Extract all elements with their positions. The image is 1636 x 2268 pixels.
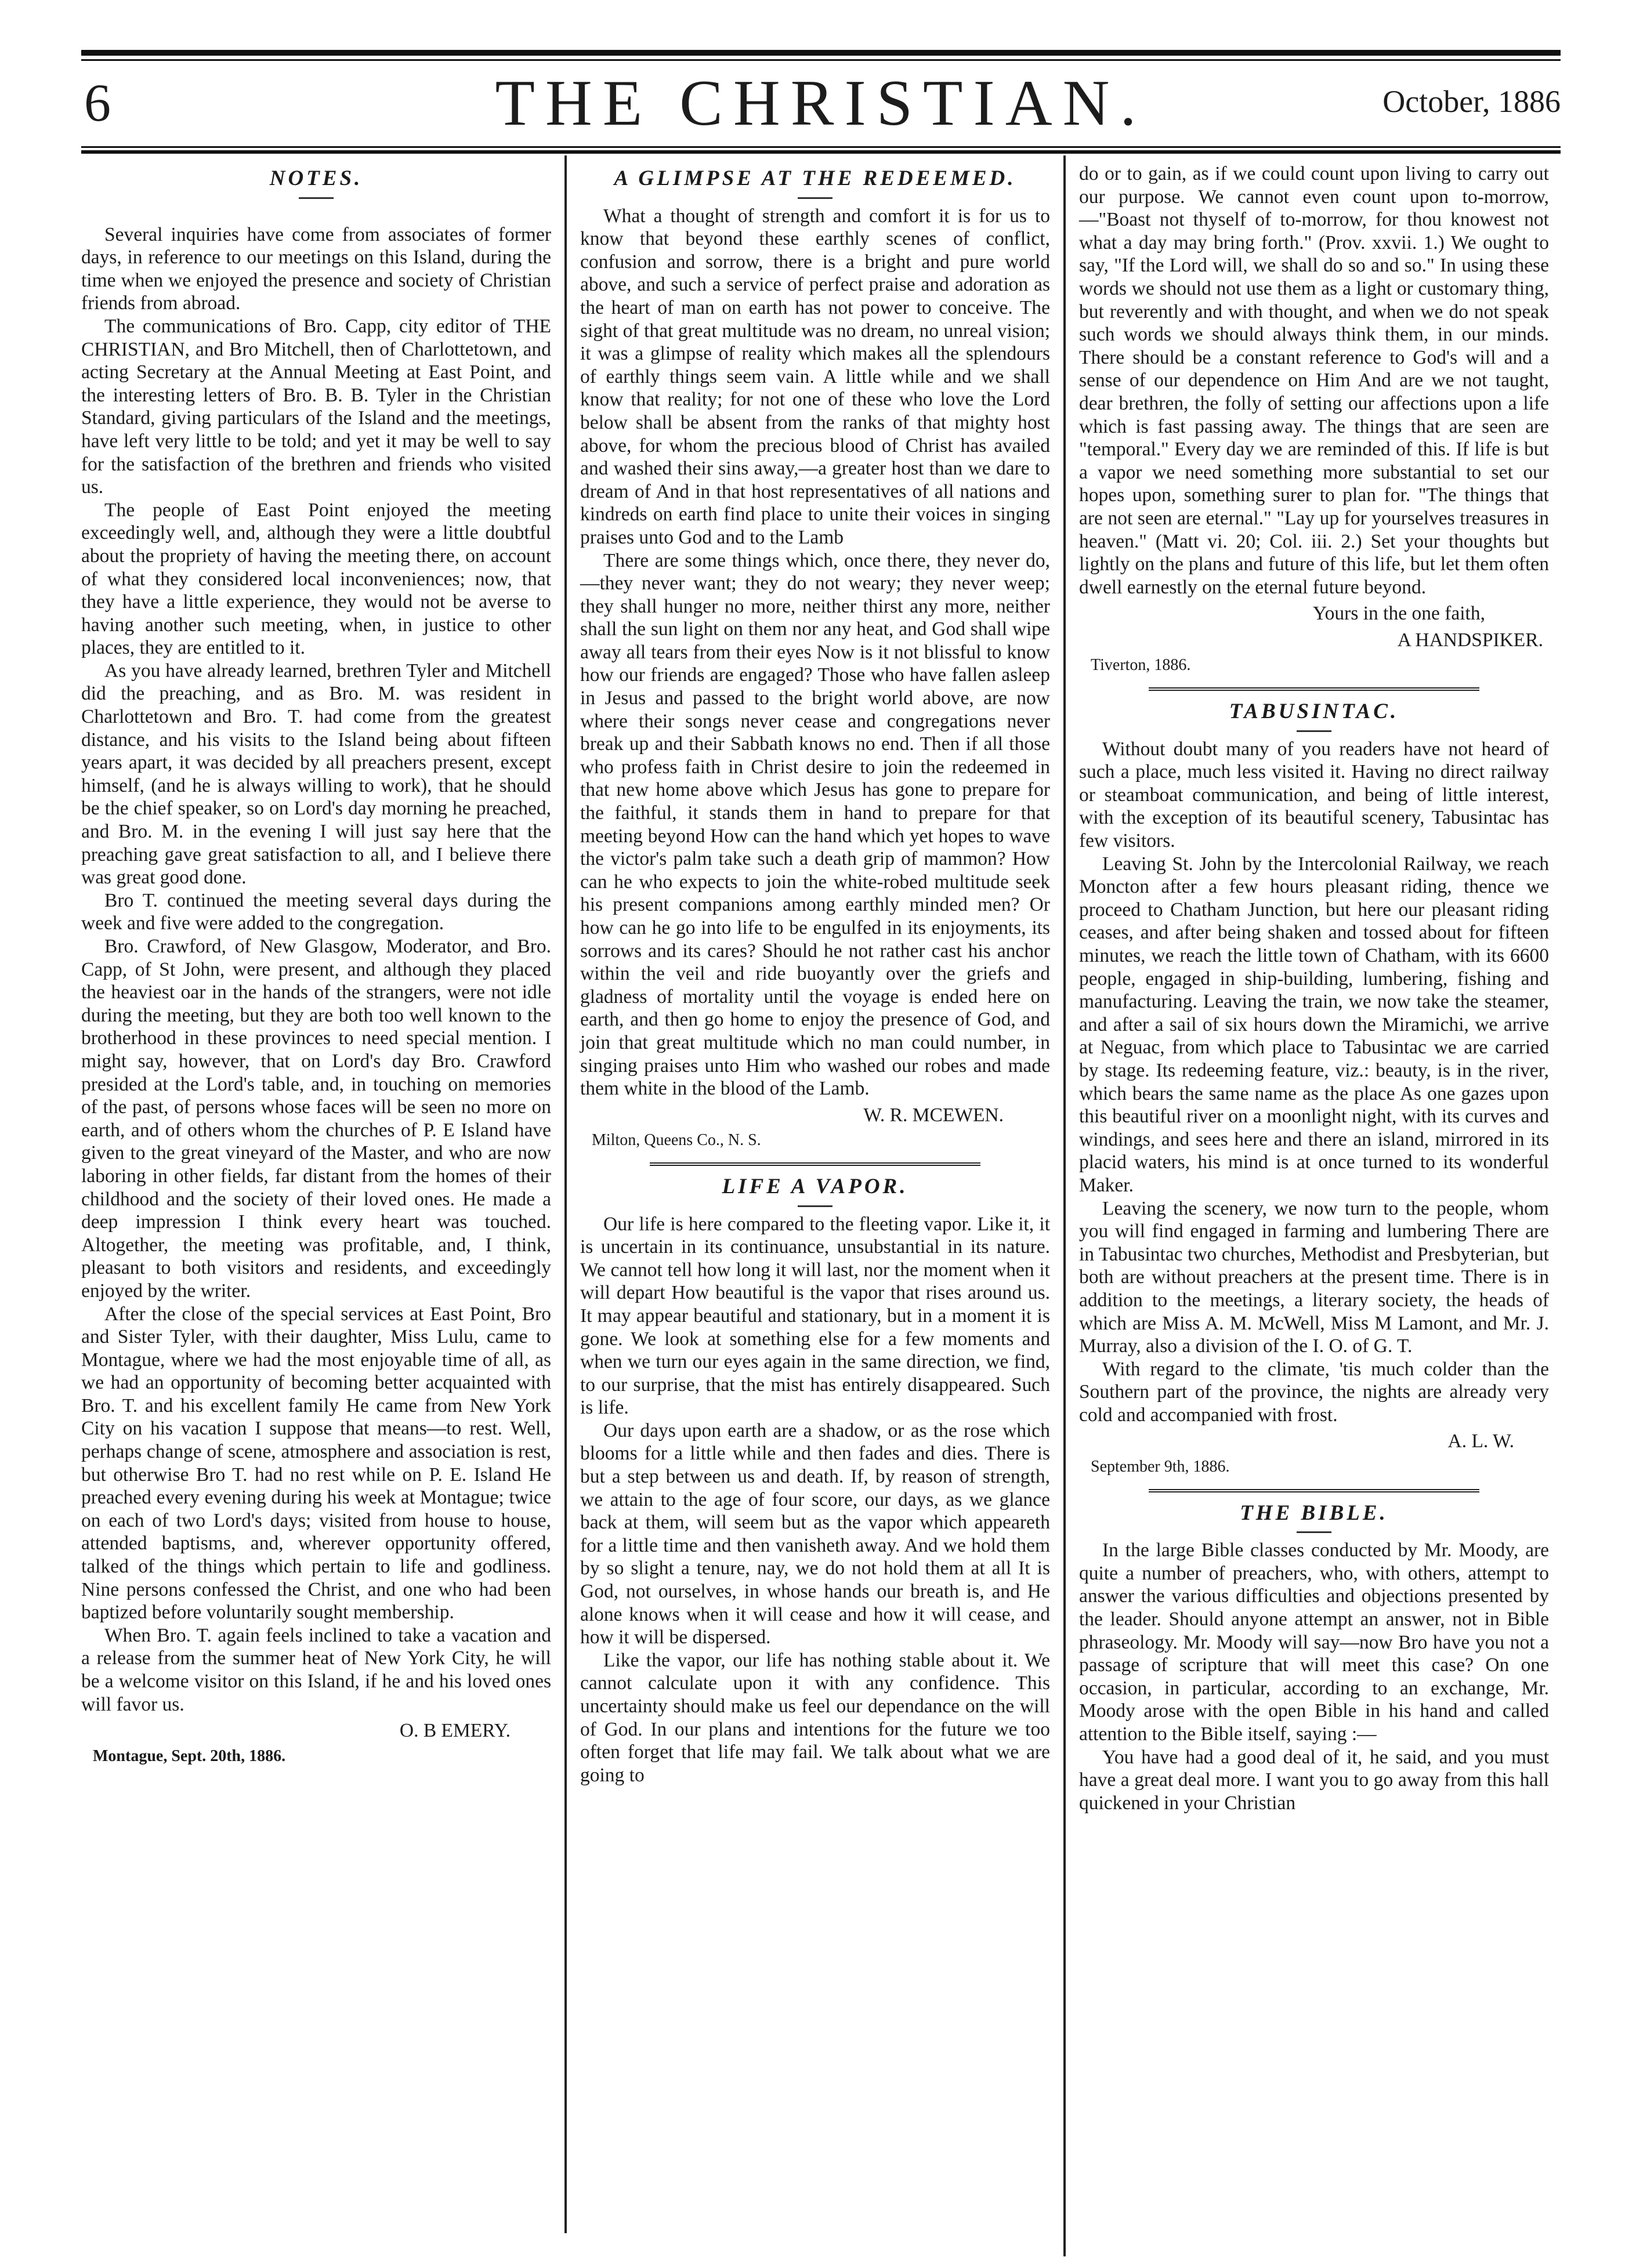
notes-paragraph-8: When Bro. T. again feels inclined to take a vacation and a release from the summer heat of New York City, he will be a welcome visitor on this Island, if he and his loved ones will favor us. bbox=[81, 1624, 551, 1715]
tabusintac-paragraph-3: Leaving the scenery, we now turn to the people, whom you will find engaged in farming and lumbering There are in Tabusintac two churches, Methodist and Presbyterian, but both are without preachers at the present time. There is in addition to the meetings, a literary society, the heads of which are Miss A. M. McWell, Miss M Lamont, and Mr. J. Murray, also a division of the I. O. of G. T. bbox=[1079, 1197, 1549, 1357]
masthead-title: THE CHRISTIAN. bbox=[495, 67, 1147, 139]
notes-paragraph-2: The communications of Bro. Capp, city editor of THE CHRISTIAN, and Bro Mitchell, then of Charlottetown, and acting Secretary at the Annual Meeting at East Point, and the interesting letters of Bro. B. B. Tyler in the Christian Standard, giving particulars of the Island and the meetings, have left very little to be told; and yet it may be well to say for the satisfaction of the brethren and friends who visited us. bbox=[81, 315, 551, 498]
life-vapor-continued: do or to gain, as if we could count upon living to carry out our purpose. We cannot even count upon to-morrow,—"Boast not thyself of to-morrow, for thou knowest not what a day may bring forth." (Prov. xxvii. 1.) We ought to say, "If the Lord will, we shall do so and so." In using these words we should not use them as a light or customary thing, but reverently and with thought, and when we do not speak such words we should always think them, in our minds. There should be a constant reference to God's will and a sense of our dependence on Him And are we not taught, dear brethren, the folly of setting our affections upon a life which is fast passing away. The things that are seen are "temporal." Every day we are reminded of this. If life is but a vapor we need something more substantial to set our hopes upon, something surer to plan for. "The things that are not seen are eternal." "Lay up for yourselves treasures in heaven." (Matt vi. 20; Col. iii. 2.) Set your thoughts but lightly on the plans and future of this life, but let them often dwell earnestly on the eternal future beyond. bbox=[1079, 163, 1549, 598]
heading-dash bbox=[1297, 1531, 1331, 1533]
notes-paragraph-1: Several inquiries have come from associates of former days, in reference to our meetings on this Island, during the time when we enjoyed the presence and society of Christian friends from abroad. bbox=[81, 223, 551, 314]
heading-dash bbox=[798, 197, 833, 199]
glimpse-dateline: Milton, Queens Co., N. S. bbox=[592, 1131, 761, 1150]
tabusintac-heading: TABUSINTAC. bbox=[1229, 700, 1399, 724]
notes-paragraph-6: Bro. Crawford, of New Glasgow, Moderator, and Bro. Capp, of St John, were present, and although they placed the heaviest oar in the hands of the strangers, were not idle during the meeting, but they are both too well known to the brotherhood in these provinces to need special mention. I might say, however, that on Lord's day Bro. Crawford presided at the Lord's table, and, in touching on memories of the past, of persons whose faces will be seen no more on earth, and of others whom the churches of P. E Island have given to the great vineyard of the Master, and who are now laboring in other fields, far distant from the homes of their childhood and the society of their loved ones. He made a deep impression I think every heart was touched. Altogether, the meeting was profitable, and, I think, pleasant to both visitors and residents, and exceedingly enjoyed by the writer. bbox=[81, 936, 551, 1302]
tabusintac-paragraph-4: With regard to the climate, 'tis much colder than the Southern part of the province, the nights are already very cold and accompanied with frost. bbox=[1079, 1358, 1549, 1426]
bible-heading: THE BIBLE. bbox=[1240, 1501, 1388, 1525]
notes-paragraph-5: Bro T. continued the meeting several days during the week and five were added to the congregation. bbox=[81, 889, 551, 934]
page-number: 6 bbox=[84, 73, 111, 132]
glimpse-signature: W. R. MCEWEN. bbox=[863, 1104, 1004, 1126]
bible-paragraph-1: In the large Bible classes conducted by Mr. Moody, are quite a number of preachers, who, with others, attempt to answer the various difficulties and objections presented by the leader. Should anyone attempt an answer, not in Bible phraseology. Mr. Moody will say—now Bro have you not a passage of scripture that will meet this case? On one occasion, in particular, according to an exchange, Mr. Moody arose with the open Bible in his hand and called attention to the Bible itself, saying :— bbox=[1079, 1539, 1549, 1745]
life-vapor-paragraph-1: Our life is here compared to the fleeting vapor. Like it, it is uncertain in its continuance, unsubstantial in its nature. We cannot tell how long it will last, nor the moment when it will depart How beautiful is the vapor that rises around us. It may appear beautiful and stationary, but in a moment it is gone. We look at something else for a few moments and when we turn our eyes again in the same direction, we find, to our surprise, that the mist has entirely disappeared. Such is life. bbox=[580, 1213, 1050, 1419]
vapor-signature: A HANDSPIKER. bbox=[1397, 629, 1543, 651]
section-divider bbox=[650, 1162, 980, 1166]
tabusintac-paragraph-2: Leaving St. John by the Intercolonial Railway, we reach Moncton after a few hours pleasant riding, thence we proceed to Chatham Junction, but here our pleasant riding ceases, and after being shaken and tossed about for fifteen minutes, we reach the little town of Chatham, with its 6600 people, engaged in ship-building, lumbering, fishing and manufacturing. Leaving the train, we now take the steamer, and after a sail of six hours down the Miramichi, we arrive at Neguac, from which place to Tabusintac we are carried by stage. Its redeeming feature, viz.: beauty, is in the river, which bears the same name as the place As one gazes upon this beautiful river on a moonlight night, with its curves and windings, and sees here and there an island, mirrored in its placid waters, his mind is at once turned to its wonderful Maker. bbox=[1079, 853, 1549, 1196]
section-divider bbox=[1149, 687, 1479, 691]
life-vapor-paragraph-3: Like the vapor, our life has nothing stable about it. We cannot calculate upon it with any confidence. This uncertainty should make us feel our dependance on the will of God. In our plans and intentions for the future we too often forget that life may fail. We talk about what we are going to bbox=[580, 1649, 1050, 1786]
heading-dash bbox=[299, 197, 334, 199]
closing-salutation: Yours in the one faith, bbox=[1312, 603, 1485, 625]
top-rule-thick bbox=[81, 50, 1561, 56]
notes-paragraph-4: As you have already learned, brethren Tyler and Mitchell did the preaching, and as Bro. M. was resident in Charlottetown and Bro. T. had come from the greatest distance, and his visits to the Island being about fifteen years apart, it was decided by all preachers present, except himself, (and he is always willing to work), that he should be the chief speaker, so on Lord's day morning he preached, and Bro. M. in the evening I will just say here that the preaching gave great satisfaction to all, and I believe there was great good done. bbox=[81, 660, 551, 889]
glimpse-paragraph-2: There are some things which, once there, they never do,—they never want; they do not weary; they never weep; they shall hunger no more, neither thirst any more, neither shall the sun light on them nor any heat, and God shall wipe away all tears from their eyes Now is it not blissful to know how our friends are engaged? Those who have fallen asleep in Jesus and passed to the bright world above, are now where their songs never cease and congregations never break up and their Sabbath knows no end. Then if all those who profess faith in Christ desire to join the redeemed in that new home above which Jesus has gone to prepare for the faithful, it stands them in hand to prepare for that meeting beyond How can the hand which yet hopes to wave the victor's palm take such a death grip of mammon? How can he who expects to join the white-robed multitude seek his present companions among earthly minded men? Or how can he go into life to be engulfed in its enjoyments, its sorrows and its cares? Should he not rather cast his anchor within the veil and ride buoyantly over the griefs and gladness of mortality until the voyage is ended here on earth, and then go home to enjoy the presence of God, and join that great multitude which no man could number, in singing praises unto Him who washed our robes and made them white in the blood of the Lamb. bbox=[580, 549, 1050, 1100]
section-divider bbox=[1149, 1489, 1479, 1492]
glimpse-paragraph-1: What a thought of strength and comfort it is for us to know that beyond these earthly scenes of conflict, confusion and sorrow, there is a bright and pure world above, and such a service of perfect praise and adoration as the heart of man on earth has not power to conceive. The sight of that great multitude was no dream, no unreal vision; it was a glimpse of reality which makes all the splendours of earthly things seem vain. A little while and we shall know that reality; for not one of these who love the Lord below shall be absent from the ranks of that mighty host above, for whom the precious blood of Christ has availed and washed their sins away,—a greater host than we dare to dream of And in that host representatives of all nations and kindreds on earth find place to unite their voices in singing praises unto God and to the Lamb bbox=[580, 205, 1050, 548]
life-vapor-paragraph-2: Our days upon earth are a shadow, or as the rose which blooms for a little while and then fades and dies. There is but a step between us and death. If, by reason of strength, we attain to the age of four score, our days, as we glance back at them, will seem but as the vapor which appeareth for a little time and then vanisheth away. And we hold them by so slight a tenure, nay, we do not hold them at all It is God, not ourselves, in whose hands our breath is, and He alone knows when it will cease and how it will cease, and how it will be dispersed. bbox=[580, 1419, 1050, 1649]
heading-dash bbox=[798, 1205, 833, 1207]
column-3 bbox=[1079, 162, 1549, 2256]
tabusintac-signature: A. L. W. bbox=[1447, 1430, 1514, 1452]
notes-heading: NOTES. bbox=[269, 166, 363, 190]
heading-dash bbox=[1297, 730, 1331, 732]
bible-paragraph-2: You have had a good deal of it, he said, and you must have a great deal more. I want you to go away from this hall quickened in your Christian bbox=[1079, 1746, 1549, 1814]
page-header bbox=[81, 64, 1561, 145]
tabusintac-dateline: September 9th, 1886. bbox=[1091, 1458, 1230, 1476]
tabusintac-paragraph-1: Without doubt many of you readers have not heard of such a place, much less visited it. Having no direct railway or steamboat communication, and being of little interest, with the exception of its beautiful scenery, Tabusintac has few visitors. bbox=[1079, 738, 1549, 852]
notes-paragraph-7: After the close of the special services at East Point, Bro and Sister Tyler, with their daughter, Miss Lulu, came to Montague, where we had the most enjoyable time of all, as we had an opportunity of becoming better acquainted with Bro. T. and his excellent family He came from New York City on his vacation I suppose that means—to rest. Well, perhaps change of scene, atmosphere and association is rest, but otherwise Bro T. had no rest while on P. E. Island He preached every evening during his week at Montague; twice on each of two Lord's days; visited from house to house, attended baptisms, and, wherever opportunity offered, talked of the things which pertain to life and godliness. Nine persons confessed the Christ, and one who had been baptized before voluntarily sought membership. bbox=[81, 1303, 551, 1624]
notes-signature: O. B EMERY. bbox=[399, 1720, 511, 1742]
life-vapor-heading: LIFE A VAPOR. bbox=[722, 1174, 909, 1198]
notes-dateline: Montague, Sept. 20th, 1886. bbox=[93, 1747, 286, 1765]
column-1 bbox=[81, 162, 551, 2256]
header-rule-thick bbox=[81, 150, 1561, 154]
glimpse-heading: A GLIMPSE AT THE REDEEMED. bbox=[614, 166, 1016, 190]
column-separator-2 bbox=[1063, 155, 1066, 2256]
header-rule-thin bbox=[81, 146, 1561, 148]
vapor-dateline: Tiverton, 1886. bbox=[1091, 656, 1191, 675]
notes-paragraph-3: The people of East Point enjoyed the meeting exceedingly well, and, although they were a little doubtful about the propriety of having the meeting there, on account of what they considered local inconveniences; now, that they have a little experience, they would not be averse to having another such meeting, when, in justice to other places, they are entitled to it. bbox=[81, 499, 551, 659]
issue-date: October, 1886 bbox=[1382, 84, 1561, 119]
column-2 bbox=[580, 162, 1050, 2256]
column-separator-1 bbox=[564, 155, 567, 2233]
top-rule-thin bbox=[81, 59, 1561, 61]
